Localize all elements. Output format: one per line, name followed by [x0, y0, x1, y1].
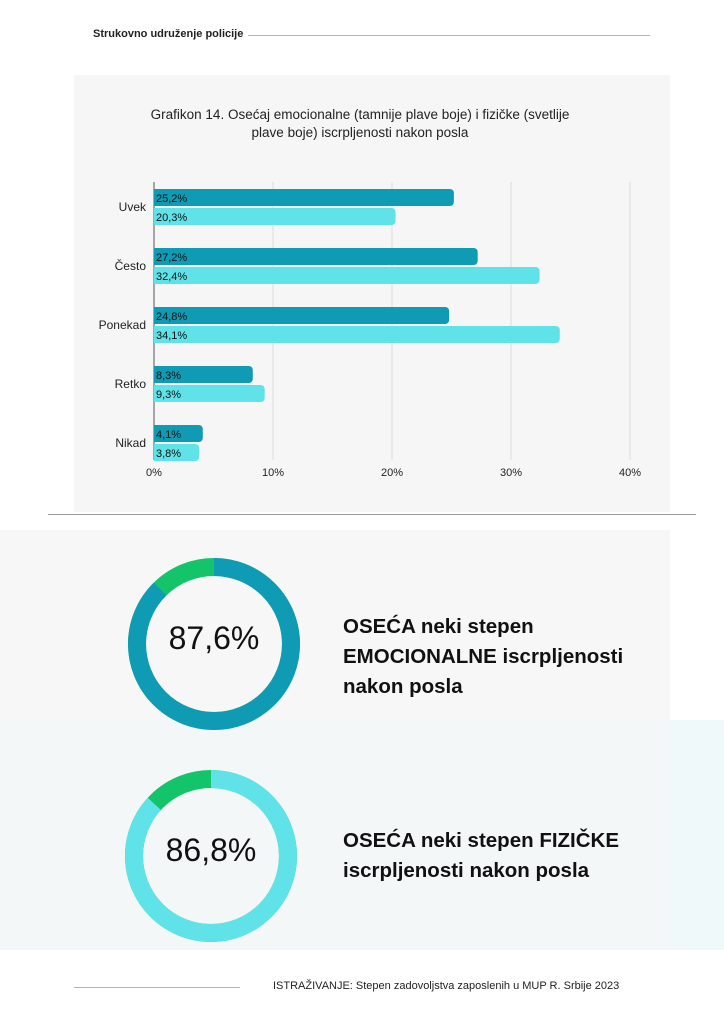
emotional-stat-line-3: nakon posla	[343, 675, 463, 698]
data-label: 20,3%	[156, 212, 188, 224]
footer-text: ISTRAŽIVANJE: Stepen zadovoljstva zaposlenih u MUP R. Srbije 2023	[273, 980, 620, 992]
x-tick-label: 40%	[618, 467, 642, 479]
section-divider	[48, 514, 696, 515]
data-label: 25,2%	[156, 193, 188, 205]
x-tick-label: 30%	[499, 467, 523, 479]
data-label: 34,1%	[156, 330, 188, 342]
data-label: 8,3%	[156, 370, 182, 382]
footer-rule	[74, 987, 240, 988]
bar	[154, 189, 454, 206]
emotional-stat-line-1: OSEĆA neki stepen	[343, 615, 534, 638]
emotional-stat-line-2: EMOCIONALNE iscrpljenosti	[343, 645, 624, 668]
bar	[154, 248, 478, 265]
category-label: Ponekad	[98, 318, 146, 332]
emotional-percent-label: 87,6%	[168, 620, 260, 656]
chart-title-line-2: plave boje) iscrpljenosti nakon posla	[251, 125, 469, 140]
x-tick-label: 10%	[261, 467, 285, 479]
data-label: 3,8%	[156, 448, 182, 460]
data-label: 4,1%	[156, 429, 182, 441]
x-tick-label: 0%	[146, 467, 162, 479]
data-label: 32,4%	[156, 271, 188, 283]
data-label: 24,8%	[156, 311, 188, 323]
physical-stat-line-1: OSEĆA neki stepen FIZIČKE	[343, 829, 620, 852]
bar	[154, 267, 540, 284]
category-label: Često	[114, 259, 146, 273]
bar	[154, 326, 560, 343]
physical-percent-label: 86,8%	[165, 832, 257, 868]
data-label: 9,3%	[156, 389, 182, 401]
category-label: Retko	[114, 377, 146, 391]
x-tick-label: 20%	[380, 467, 404, 479]
bar	[154, 208, 396, 225]
category-label: Uvek	[118, 200, 146, 214]
data-label: 27,2%	[156, 252, 188, 264]
physical-stat-line-2: iscrpljenosti nakon posla	[343, 859, 590, 882]
category-label: Nikad	[115, 436, 146, 450]
bar	[154, 307, 449, 324]
emotional-stat-text	[343, 612, 623, 702]
physical-stat-text	[343, 826, 619, 886]
organization-name: Strukovno udruženje policije	[93, 28, 244, 40]
chart-title-line-1: Grafikon 14. Osećaj emocionalne (tamnije plave boje) i fizičke (svetlije	[150, 107, 570, 122]
